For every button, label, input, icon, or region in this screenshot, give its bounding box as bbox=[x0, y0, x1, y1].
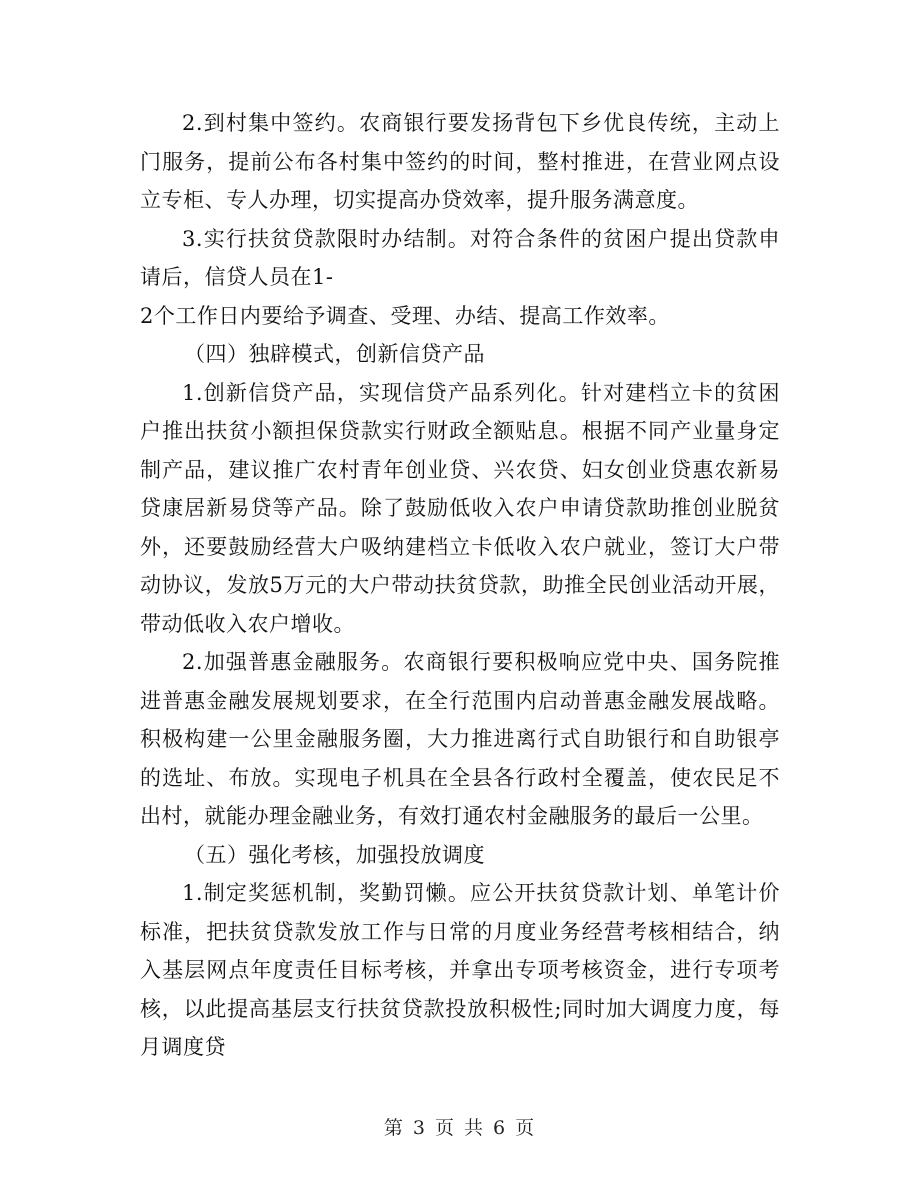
section-heading-four: （四）独辟模式，创新信贷产品 bbox=[184, 342, 485, 366]
paragraph-item-2-village-signing: 2.到村集中签约。农商银行要发扬背包下乡优良传统，主动上门服务，提前公布各村集中签约的时间，整村推进，在营业网点设立专柜、专人办理，切实提高办贷效率，提升服务满意度。 bbox=[140, 111, 780, 212]
paragraph-item-1-credit-products: 1.创新信贷产品，实现信贷产品系列化。针对建档立卡的贫困户推出扶贫小额担保贷款实行财政全额贴息。根据不同产业量身定制产品，建议推广农村青年创业贷、兴农贷、妇女创业贷惠农新易贷康居新易贷等产品。除了鼓励低收入农户申请贷款助推创业脱贫外，还要鼓励经营大户吸纳建档立卡低收入农户就业，签订大户带动协议，发放5万元的大户带动扶贫贷款，助推全民创业活动开展，带动低收入农户增收。 bbox=[140, 380, 780, 636]
page-number-footer: 第 3 页 共 6 页 bbox=[383, 1117, 537, 1139]
paragraph-item-1-incentive-mechanism: 1.制定奖惩机制，奖勤罚懒。应公开扶贫贷款计划、单笔计价标准，把扶贫贷款发放工作与日常的月度业务经营考核相结合，纳入基层网点年度责任目标考核，并拿出专项考核资金，进行专项考核，以此提高基层支行扶贫贷款投放积极性;同时加大调度力度，每月调度贷 bbox=[140, 881, 780, 1059]
section-heading-five: （五）强化考核，加强投放调度 bbox=[184, 842, 485, 867]
document-body bbox=[140, 104, 780, 1067]
paragraph-item-3-time-limit: 3.实行扶贫贷款限时办结制。对符合条件的贫困户提出贷款申请后，信贷人员在1- bbox=[140, 226, 780, 289]
paragraph-item-2-inclusive-finance: 2.加强普惠金融服务。农商银行要积极响应党中央、国务院推进普惠金融发展规划要求，在全行范围内启动普惠金融发展战略。积极构建一公里金融服务圈，大力推进离行式自助银行和自助银亭的选址、布放。实现电子机具在全县各行政村全覆盖，使农民足不出村，就能办理金融业务，有效打通农村金融服务的最后一公里。 bbox=[140, 650, 780, 828]
paragraph-item-3-continuation: 2个工作日内要给予调查、受理、办结、提高工作效率。 bbox=[140, 303, 670, 328]
